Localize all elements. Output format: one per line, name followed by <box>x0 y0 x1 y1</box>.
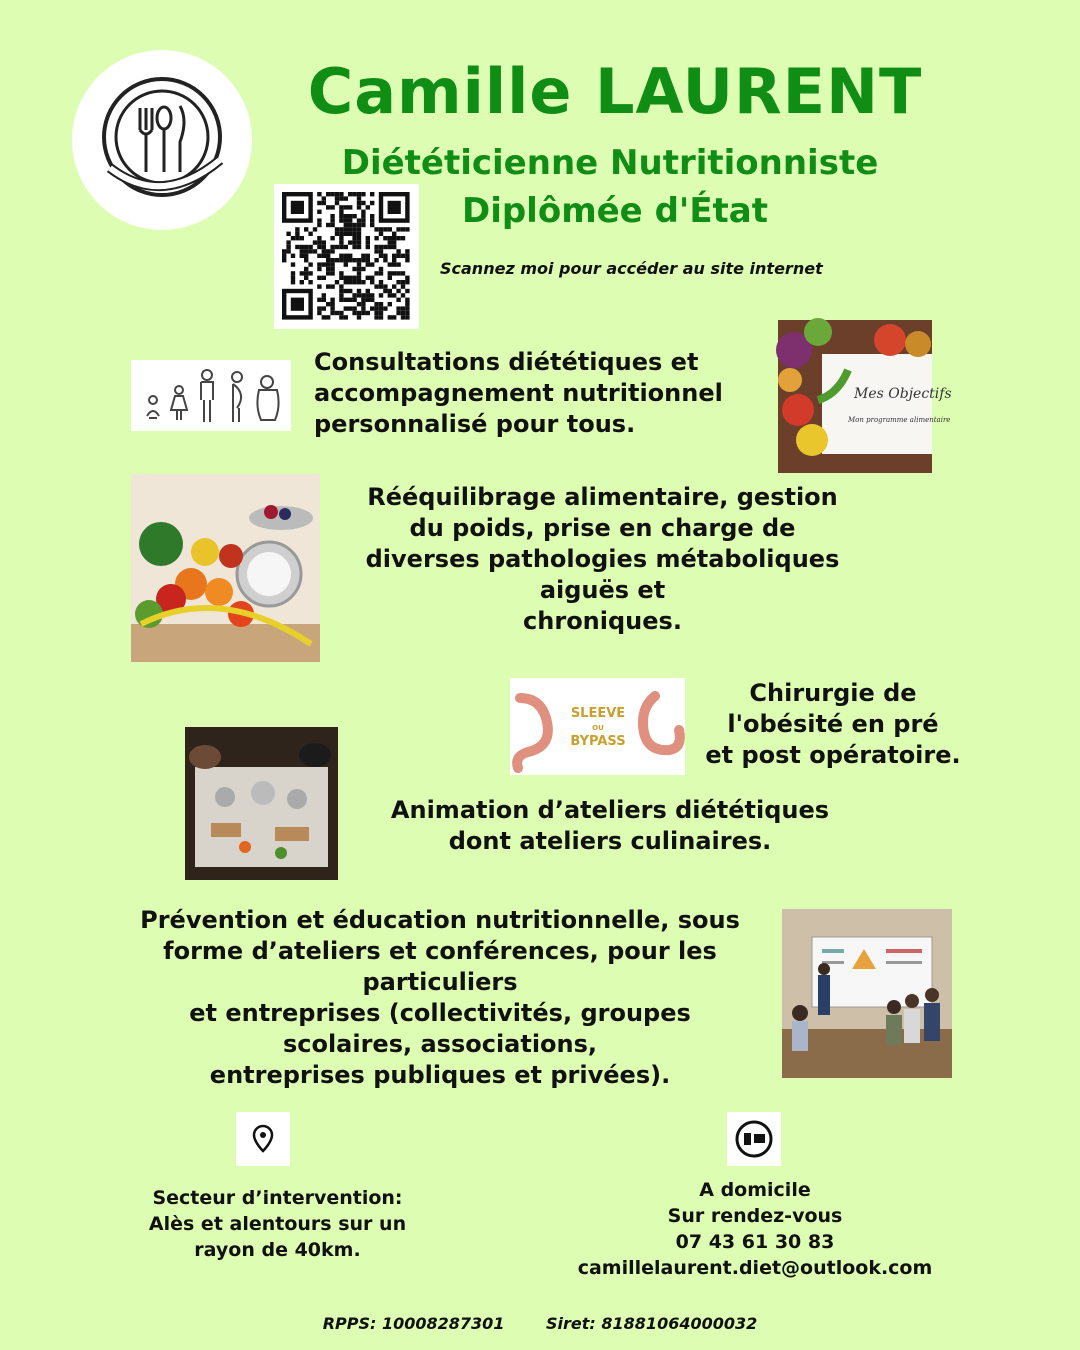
email-link[interactable]: camillelaurent.diet@outlook.com <box>577 1257 933 1279</box>
service-line: diverses pathologies métaboliques <box>365 545 840 573</box>
service-line: scolaires, associations, <box>282 1030 598 1058</box>
service-line: du poids, prise en charge de <box>409 514 796 542</box>
plate-cutlery-icon <box>72 50 252 230</box>
sleeve-label: SLEEVE <box>570 706 626 721</box>
home-visit-line: A domicile <box>699 1179 811 1201</box>
fruits-vegetables-icon <box>131 474 320 662</box>
page-title: Camille LAURENT <box>307 55 923 128</box>
service-line: accompagnement nutritionnel <box>314 379 723 407</box>
service-line: particuliers <box>362 968 518 996</box>
contact-line: Alès et alentours sur un <box>148 1213 407 1235</box>
service-consultations <box>314 347 774 440</box>
service-line: l'obésité en pré <box>727 710 939 738</box>
stomach-icon <box>510 678 685 775</box>
footer <box>0 1314 1080 1333</box>
ou-label: OU <box>592 724 604 732</box>
service-rebalancing <box>330 482 875 637</box>
family-icon <box>131 360 291 431</box>
phone-number[interactable]: 07 43 61 30 83 <box>675 1231 835 1253</box>
service-line: chroniques. <box>523 607 682 635</box>
profession-title: Diététicienne Nutritionniste <box>341 143 879 183</box>
logo <box>72 50 252 230</box>
objectives-photo <box>778 320 952 473</box>
conference-photo <box>782 909 952 1078</box>
appointment-line: Sur rendez-vous <box>667 1205 843 1227</box>
service-line: personnalisé pour tous. <box>314 410 636 438</box>
cooking-workshop-photo <box>185 727 338 880</box>
service-line: et post opératoire. <box>705 741 961 769</box>
service-line: Prévention et éducation nutritionnelle, sous <box>140 906 740 934</box>
service-line: forme d’ateliers et conférences, pour les <box>163 937 717 965</box>
qr-code-icon <box>274 184 419 329</box>
location-pin-icon <box>250 1124 276 1154</box>
phone-email-icon <box>734 1119 774 1159</box>
service-line: Consultations diététiques et <box>314 348 699 376</box>
service-line: aiguës et <box>539 576 666 604</box>
sleeve-bypass-image <box>510 678 685 775</box>
objectives-title: Mes Objectifs <box>854 386 952 402</box>
service-line: et entreprises (collectivités, groupes <box>189 999 691 1027</box>
service-workshops <box>355 795 865 857</box>
contact-line: rayon de 40km. <box>194 1239 361 1261</box>
cooking-hands-icon <box>185 727 338 880</box>
service-line: entreprises publiques et privées). <box>209 1061 671 1089</box>
objectives-subtitle: Mon programme alimentaire <box>848 416 951 424</box>
family-image <box>131 360 291 431</box>
contact-line: Secteur d’intervention: <box>152 1187 403 1209</box>
service-surgery <box>688 678 978 771</box>
service-line: Rééquilibrage alimentaire, gestion <box>367 483 838 511</box>
service-area <box>105 1185 450 1263</box>
contact-info <box>535 1177 975 1281</box>
service-line: Animation d’ateliers diététiques <box>390 796 830 824</box>
siret-number: Siret: 81881064000032 <box>546 1314 758 1333</box>
bypass-label: BYPASS <box>570 734 626 749</box>
vegetables-notebook-icon <box>778 320 952 473</box>
service-prevention <box>105 905 775 1091</box>
service-line: Chirurgie de <box>749 679 917 707</box>
diploma-title: Diplômée d'État <box>461 191 769 231</box>
qr-caption: Scannez moi pour accéder au site internet <box>440 259 823 278</box>
qr-code[interactable] <box>274 184 419 329</box>
conference-room-icon <box>782 909 952 1078</box>
location-icon-box <box>236 1112 290 1166</box>
contact-icon-box <box>727 1112 781 1166</box>
rpps-number: RPPS: 10008287301 <box>322 1314 505 1333</box>
service-line: dont ateliers culinaires. <box>448 827 772 855</box>
fruits-scale-photo <box>131 474 320 662</box>
